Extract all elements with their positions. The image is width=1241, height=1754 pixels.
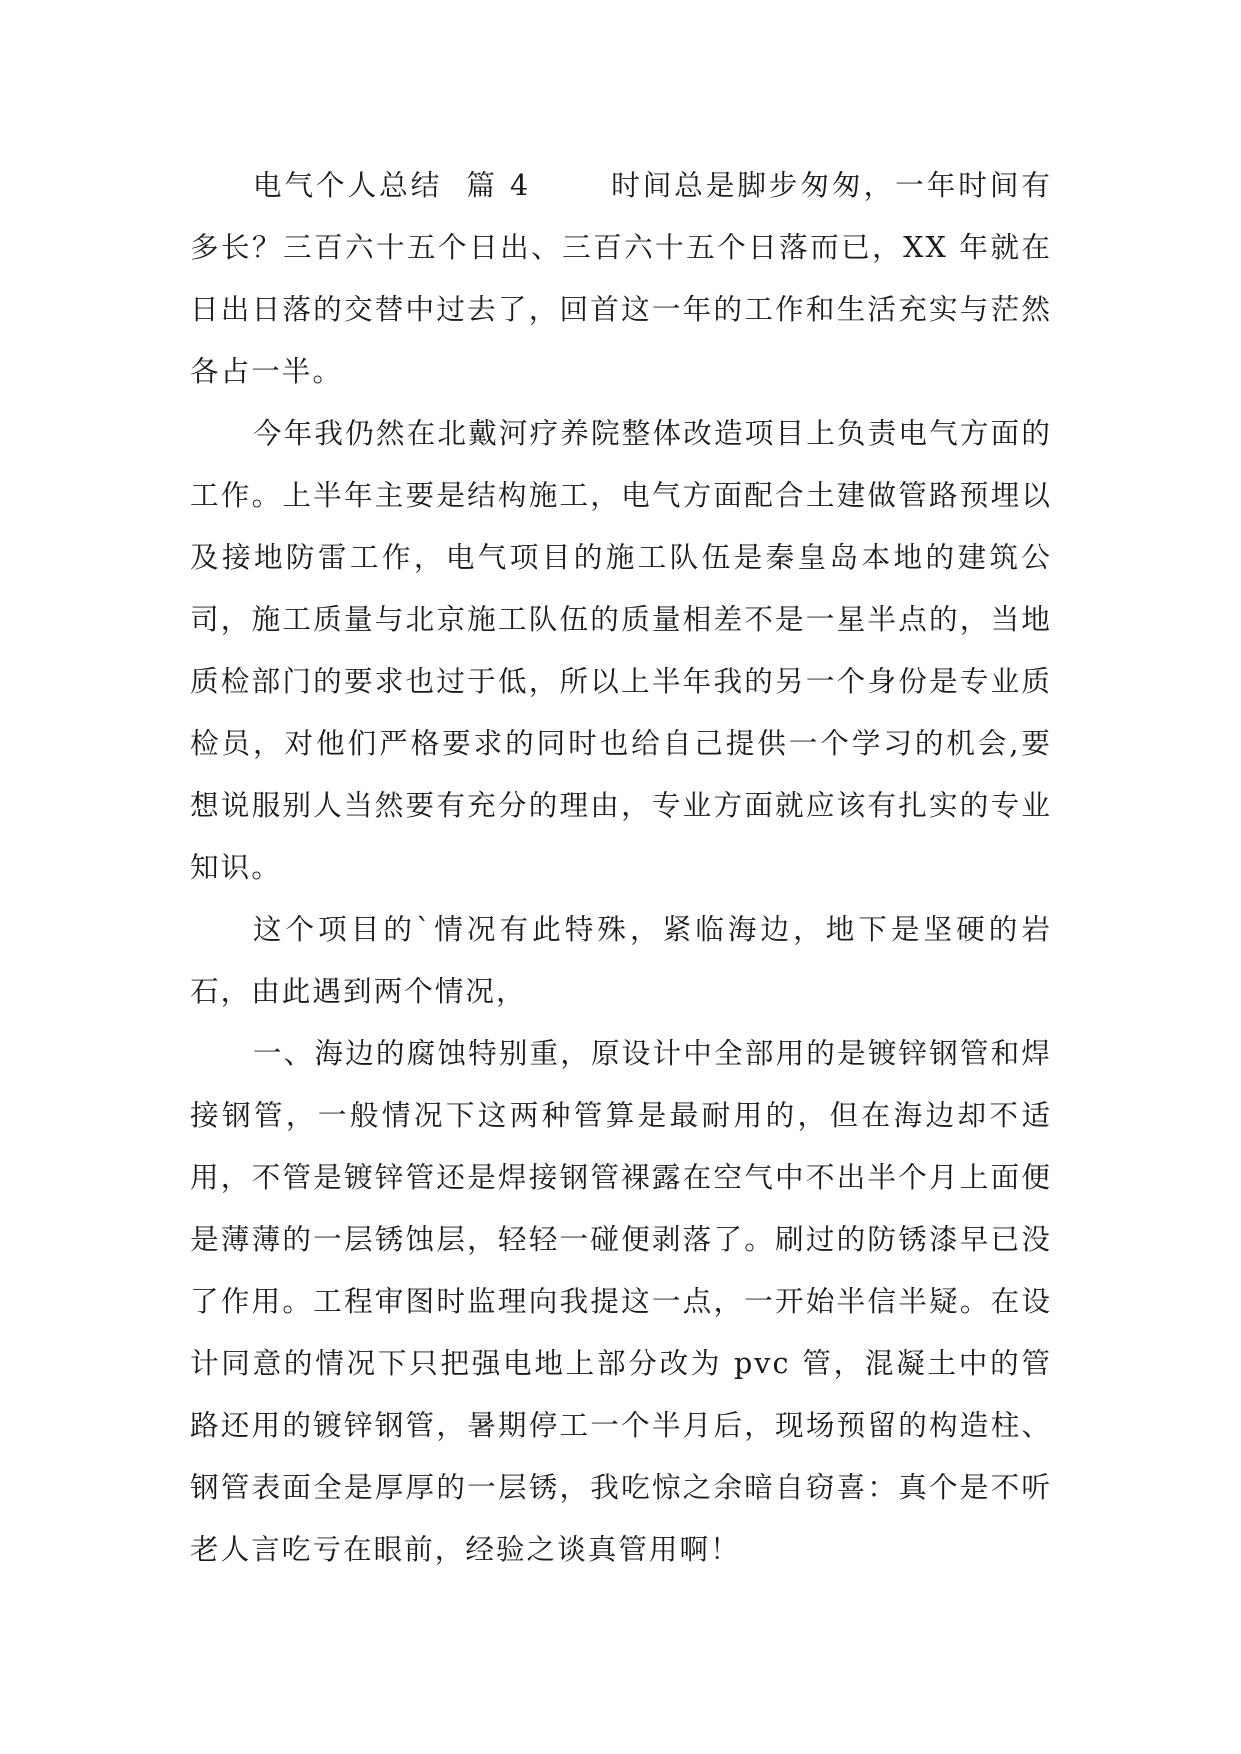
paragraph-1-text: 时间总是脚步匆匆，一年时间有多长？三百六十五个日出、三百六十五个日落而已，XX 年就在日出日落的交替中过去了，回首这一年的工作和生活充实与茫然各占一半。: [190, 168, 1052, 388]
section-heading: 电气个人总结 篇 4: [252, 168, 531, 202]
document-body: [190, 154, 1052, 1580]
paragraph-4: 一、海边的腐蚀特别重，原设计中全部用的是镀锌钢管和焊接钢管，一般情况下这两种管算是最耐用的，但在海边却不适用，不管是镀锌管还是焊接钢管裸露在空气中不出半个月上面便是薄薄的一层锈蚀层，轻轻一碰便剥落了。刷过的防锈漆早已没了作用。工程审图时监理向我提这一点，一开始半信半疑。在设计同意的情况下只把强电地上部分改为 pvc 管，混凝土中的管路还用的镀锌钢管，暑期停工一个半月后，现场预留的构造柱、钢管表面全是厚厚的一层锈，我吃惊之余暗自窃喜：真个是不听老人言吃亏在眼前，经验之谈真管用啊！: [190, 1036, 1052, 1566]
paragraph-1: [190, 154, 1052, 402]
paragraph-2: 今年我仍然在北戴河疗养院整体改造项目上负责电气方面的工作。上半年主要是结构施工，电气方面配合土建做管路预埋以及接地防雷工作，电气项目的施工队伍是秦皇岛本地的建筑公司，施工质量与北京施工队伍的质量相差不是一星半点的，当地质检部门的要求也过于低，所以上半年我的另一个身份是专业质检员，对他们严格要求的同时也给自己提供一个学习的机会,要想说服别人当然要有充分的理由，专业方面就应该有扎实的专业知识。: [190, 416, 1052, 884]
paragraph-3: 这个项目的`情况有此特殊，紧临海边，地下是坚硬的岩石，由此遇到两个情况，: [190, 912, 1052, 1008]
